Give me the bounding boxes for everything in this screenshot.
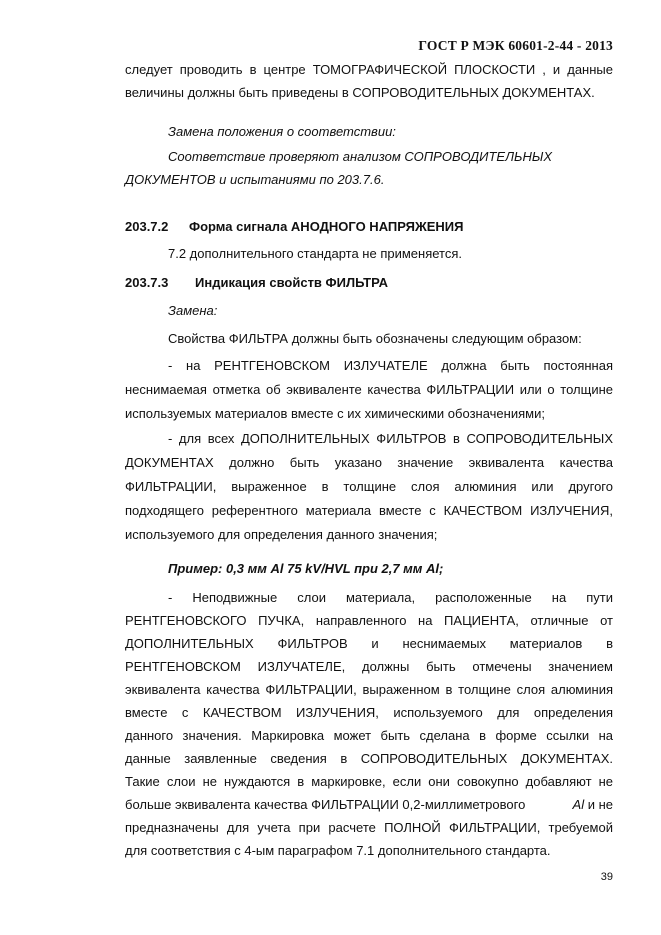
text-line: ДОКУМЕНТАХ должно быть указано значение эквивалента качества (125, 455, 613, 470)
text-line: 7.2 дополнительного стандарта не применяется. (168, 246, 463, 261)
text-line: - на РЕНТГЕНОВСКОМ ИЗЛУЧАТЕЛЕ должна быть постоянная (168, 358, 613, 373)
text-line: Соответствие проверяют анализом СОПРОВОДИТЕЛЬНЫХ (168, 149, 553, 164)
text-line: РЕНТГЕНОВСКОМ ИЗЛУЧАТЕЛЕ, должны быть отмечены значением (125, 659, 613, 674)
text-line: - для всех ДОПОЛНИТЕЛЬНЫХ ФИЛЬТРОВ в СОПРОВОДИТЕЛЬНЫХ (168, 431, 613, 446)
replacement-note: Замена положения о соответствии: (168, 124, 396, 139)
text-line: ДОКУМЕНТОВ и испытаниями по 203.7.6. (125, 172, 385, 187)
section-title: Индикация свойств ФИЛЬТРА (195, 275, 388, 290)
text-line: следует проводить в центре ТОМОГРАФИЧЕСКОЙ ПЛОСКОСТИ , и данные (125, 62, 613, 77)
chem-symbol: Al (572, 797, 585, 812)
text-line: эквивалента качества ФИЛЬТРАЦИИ, выраженном в толщине слоя алюминия (125, 682, 613, 697)
page-number: 39 (600, 871, 613, 883)
replacement-note: Замена: (168, 303, 218, 318)
text-line: вместе с КАЧЕСТВОМ ИЗЛУЧЕНИЯ, используемого для определения (125, 705, 613, 720)
text-segment: больше эквивалента качества ФИЛЬТРАЦИИ 0,2-миллиметрового (125, 797, 529, 812)
text-line: неснимаемая отметка об эквиваленте качества ФИЛЬТРАЦИИ или о толщине (125, 382, 613, 397)
text-line: данного значения. Маркировка может быть сделана в форме ссылки на (125, 728, 613, 743)
document-header: ГОСТ Р МЭК 60601-2-44 - 2013 (418, 38, 613, 53)
text-line: используемых материалов вместе с их химическими обозначениями; (125, 406, 545, 421)
text-line: ДОПОЛНИТЕЛЬНЫХ ФИЛЬТРОВ и неснимаемых материалов в (125, 636, 613, 651)
text-line: подходящего референтного материала вместе с КАЧЕСТВОМ ИЗЛУЧЕНИЯ, (125, 503, 613, 518)
text-segment (573, 797, 613, 813)
section-number: 203.7.3 (125, 275, 169, 290)
text-line: - Неподвижные слои материала, расположенные на пути (168, 590, 613, 605)
text-line: Такие слои не нуждаются в маркировке, если они совокупно добавляют не (125, 774, 613, 789)
text-line: для соответствия с 4-ым параграфом 7.1 дополнительного стандарта. (125, 843, 551, 858)
section-number: 203.7.2 (125, 219, 169, 234)
text-segment: и не (584, 797, 613, 812)
text-line (125, 797, 613, 813)
example-line: Пример: 0,3 мм Al 75 kV/HVL при 2,7 мм Al; (168, 561, 444, 576)
text-line: величины должны быть приведены в СОПРОВОДИТЕЛЬНЫХ ДОКУМЕНТАХ. (125, 85, 595, 100)
text-line: используемого для определения данного значения; (125, 527, 438, 542)
section-title: Форма сигнала АНОДНОГО НАПРЯЖЕНИЯ (189, 219, 464, 234)
text-line: ФИЛЬТРАЦИИ, выраженное в толщине слоя алюминия или другого (125, 479, 613, 494)
text-line: РЕНТГЕНОВСКОГО ПУЧКА, направленного на ПАЦИЕНТА, отличные от (125, 613, 613, 628)
text-line: предназначены для учета при расчете ПОЛНОЙ ФИЛЬТРАЦИИ, требуемой (125, 820, 613, 835)
text-line: данные заявленные сведения в СОПРОВОДИТЕЛЬНЫХ ДОКУМЕНТАХ. (125, 751, 613, 766)
text-line: Свойства ФИЛЬТРА должны быть обозначены следующим образом: (168, 331, 582, 346)
